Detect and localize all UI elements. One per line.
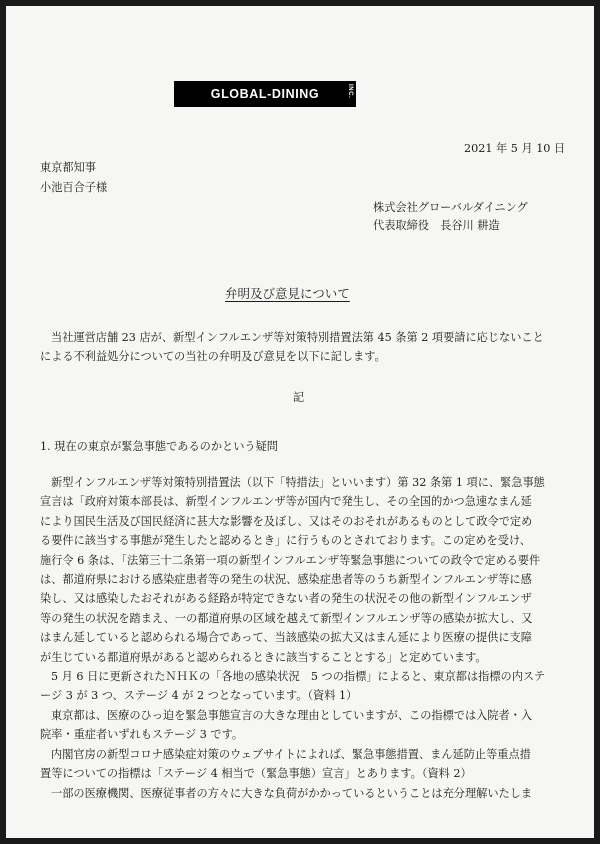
body-line: 宣言は「政府対策本部長は、新型インフルエンザ等が国内で発生し、その全国的かつ急速なまん延 (40, 495, 532, 509)
body-line: 等の発生の状況を踏まえ、一の都道府県の区域を越えて新型インフルエンザ等の感染が拡大し、又 (40, 611, 533, 625)
intro-line: 当社運営店舗 23 店が、新型インフルエンザ等対策特別措置法第 45 条第 2 項要請に応じないこと (51, 331, 544, 344)
sender-company: 株式会社グローバルダイニング (373, 201, 528, 214)
letter-date: 2021 年 5 月 10 日 (464, 142, 566, 155)
section-1-body (40, 473, 560, 803)
recipient-name: 小池百合子様 (40, 181, 108, 194)
body-line: る要件に該当する事態が発生したと認めるとき」に行うものとされております。この定めを受け、 (40, 534, 531, 548)
intro-line: による不利益処分についての当社の弁明及び意見を以下に記します。 (40, 350, 386, 363)
logo-text: GLOBAL-DINING (210, 87, 320, 101)
body-line: 院率・重症者いずれもステージ 3 です。 (40, 728, 244, 742)
document-page (6, 6, 594, 838)
body-line: 一部の医療機関、医療従事者の方々に大きな負荷がかかっているということは充分理解いたしま (51, 786, 533, 800)
body-line: 置等についての指標は「ステージ 4 相当で（緊急事態）宣言」とあります。（資料 2） (40, 767, 472, 781)
body-line: は、都道府県における感染症患者等の発生の状況、感染症患者等のうち新型インフルエンザ等に感 (40, 573, 532, 587)
body-line: 新型インフルエンザ等対策特別措置法（以下「特措法」といいます）第 32 条第 1 項に、緊急事態 (51, 476, 545, 489)
body-line: が生じている都道府県があると認められるときに該当することとする」と定めています。 (40, 650, 487, 664)
body-line: により国民生活及び国民経済に甚大な影響を及ぼし、又はそのおそれがあるものとして政令で定め (40, 514, 533, 528)
body-line: ージ 3 が 3 つ、ステージ 4 が 2 つとなっています。（資料 1） (40, 689, 358, 703)
body-line: はまん延していると認められる場合であって、当該感染の拡大又はまん延により医療の提供に支障 (40, 631, 532, 645)
section-1-title: 1. 現在の東京が緊急事態であるのかという疑問 (40, 440, 278, 453)
body-line: 5 月 6 日に更新されたＮＨＫの「各地の感染状況 5 つの指標」によると、東京都は指標の内ステ (51, 670, 546, 684)
body-line: 東京都は、医療のひっ迫を緊急事態宣言の大きな理由としていますが、この指標では入院者・入 (51, 708, 533, 722)
intro-paragraph (40, 328, 560, 366)
sender-representative: 代表取締役 長谷川 耕造 (373, 219, 500, 232)
letter-subject: 弁明及び意見について (225, 286, 350, 301)
body-line: 内閣官房の新型コロナ感染症対策のウェブサイトによれば、緊急事態措置、まん延防止等重点措 (51, 747, 531, 761)
body-line: 染し、又は感染したおそれがある経路が特定できない者の発生の状況その他の新型インフルエンザ (40, 592, 532, 606)
recipient-title: 東京都知事 (40, 161, 96, 174)
company-logo (174, 81, 356, 107)
ki-marker: 記 (293, 391, 305, 404)
body-line: 施行令 6 条は、｢法第三十二条第一項の新型インフルエンザ等緊急事態についての政令で定める要件 (40, 553, 541, 567)
logo-suffix: INC. (347, 84, 353, 99)
